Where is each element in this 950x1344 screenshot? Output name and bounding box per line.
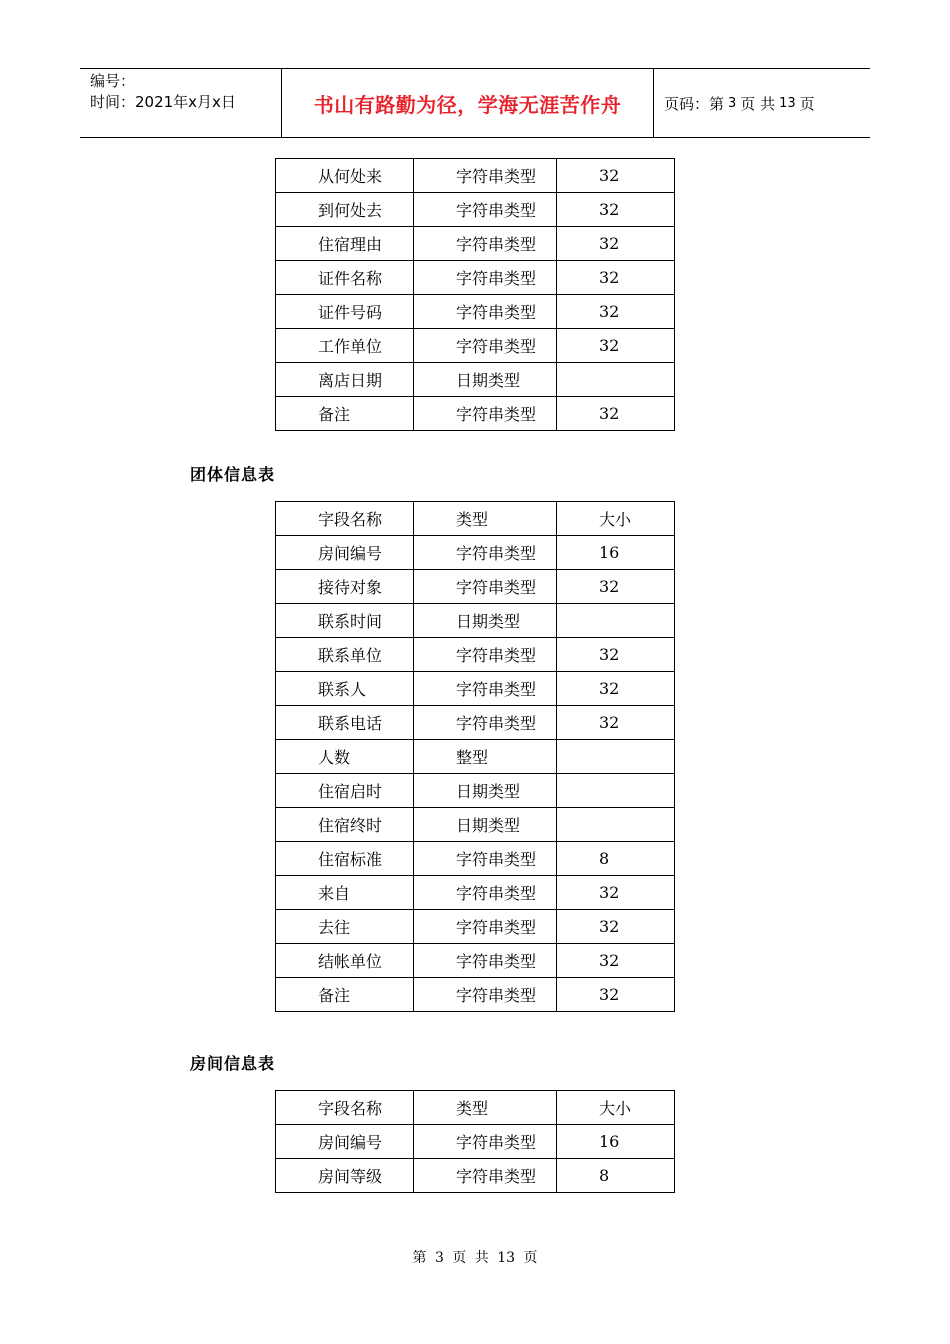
field-type: 整型 [414,740,557,774]
field-name: 住宿启时 [276,774,414,808]
field-size: 8 [557,1159,675,1193]
field-name: 备注 [276,978,414,1012]
field-type: 字符串类型 [414,570,557,604]
table-row [276,604,675,638]
column-header: 字段名称 [276,502,414,536]
field-size: 32 [557,193,675,227]
field-size [557,363,675,397]
document-number-label: 编号： [90,72,136,90]
table-row [276,193,675,227]
room-info-table-title: 房间信息表 [190,1054,276,1073]
field-name: 备注 [276,397,414,431]
table-row [276,638,675,672]
field-size: 32 [557,397,675,431]
page-total: 13 [779,95,796,111]
field-size: 16 [557,1125,675,1159]
table-row [276,774,675,808]
field-type: 日期类型 [414,774,557,808]
table-row [276,876,675,910]
document-header [80,68,870,138]
column-header: 大小 [557,1091,675,1125]
field-size [557,774,675,808]
field-type: 字符串类型 [414,876,557,910]
header-page-indicator [654,69,870,137]
field-name: 联系电话 [276,706,414,740]
field-type: 字符串类型 [414,159,557,193]
field-type: 字符串类型 [414,1125,557,1159]
page-label: 页码：第 [664,94,725,113]
field-size: 32 [557,978,675,1012]
table-row [276,397,675,431]
field-type: 字符串类型 [414,536,557,570]
field-size: 32 [557,227,675,261]
field-name: 到何处去 [276,193,414,227]
field-type: 字符串类型 [414,842,557,876]
table-row [276,159,675,193]
field-type: 字符串类型 [414,638,557,672]
group-info-table-title: 团体信息表 [190,465,276,484]
field-size: 32 [557,672,675,706]
field-size: 32 [557,706,675,740]
column-header: 类型 [414,1091,557,1125]
field-type: 字符串类型 [414,944,557,978]
page-current: 3 [728,95,737,111]
field-size [557,808,675,842]
table-row [276,1125,675,1159]
field-name: 证件号码 [276,295,414,329]
field-type: 字符串类型 [414,329,557,363]
table-row [276,978,675,1012]
guest-info-table-continued [275,158,675,431]
field-type: 日期类型 [414,808,557,842]
header-meta [80,69,282,137]
field-size: 32 [557,159,675,193]
field-name: 住宿理由 [276,227,414,261]
table-row [276,261,675,295]
header-motto: 书山有路勤为径，学海无涯苦作舟 [282,69,654,137]
table-row [276,227,675,261]
field-size: 16 [557,536,675,570]
field-name: 来自 [276,876,414,910]
field-name: 联系单位 [276,638,414,672]
field-size: 8 [557,842,675,876]
field-size: 32 [557,570,675,604]
field-name: 房间编号 [276,536,414,570]
page-mid: 页 共 [740,94,776,113]
field-name: 人数 [276,740,414,774]
field-size: 32 [557,295,675,329]
column-header: 大小 [557,502,675,536]
field-type: 字符串类型 [414,193,557,227]
field-name: 接待对象 [276,570,414,604]
field-size: 32 [557,638,675,672]
table-row [276,1159,675,1193]
field-size: 32 [557,876,675,910]
field-type: 字符串类型 [414,227,557,261]
field-name: 联系人 [276,672,414,706]
field-type: 字符串类型 [414,672,557,706]
table-row [276,944,675,978]
document-time-label: 时间：2021年x月x日 [90,93,236,111]
column-header: 字段名称 [276,1091,414,1125]
field-size [557,604,675,638]
table-row [276,570,675,604]
field-name: 房间编号 [276,1125,414,1159]
field-name: 去往 [276,910,414,944]
field-type: 字符串类型 [414,295,557,329]
table-row [276,910,675,944]
field-name: 从何处来 [276,159,414,193]
field-name: 住宿标准 [276,842,414,876]
field-size: 32 [557,261,675,295]
table-row [276,672,675,706]
room-info-table [275,1090,675,1193]
field-type: 字符串类型 [414,1159,557,1193]
field-type: 日期类型 [414,363,557,397]
field-name: 证件名称 [276,261,414,295]
field-size: 32 [557,910,675,944]
field-type: 字符串类型 [414,910,557,944]
table-row [276,295,675,329]
page-footer: 第 3 页 共 13 页 [412,1250,538,1266]
field-size [557,740,675,774]
field-size: 32 [557,329,675,363]
field-name: 离店日期 [276,363,414,397]
table-header-row [276,1091,675,1125]
field-name: 住宿终时 [276,808,414,842]
field-name: 房间等级 [276,1159,414,1193]
group-info-table [275,501,675,1012]
table-row [276,706,675,740]
page-end: 页 [799,94,815,113]
table-row [276,536,675,570]
field-type: 字符串类型 [414,397,557,431]
table-row [276,363,675,397]
field-type: 字符串类型 [414,706,557,740]
table-row [276,740,675,774]
field-size: 32 [557,944,675,978]
field-type: 字符串类型 [414,978,557,1012]
field-type: 日期类型 [414,604,557,638]
table-row [276,842,675,876]
field-name: 联系时间 [276,604,414,638]
field-name: 工作单位 [276,329,414,363]
column-header: 类型 [414,502,557,536]
table-row [276,808,675,842]
table-row [276,329,675,363]
table-header-row [276,502,675,536]
field-type: 字符串类型 [414,261,557,295]
field-name: 结帐单位 [276,944,414,978]
